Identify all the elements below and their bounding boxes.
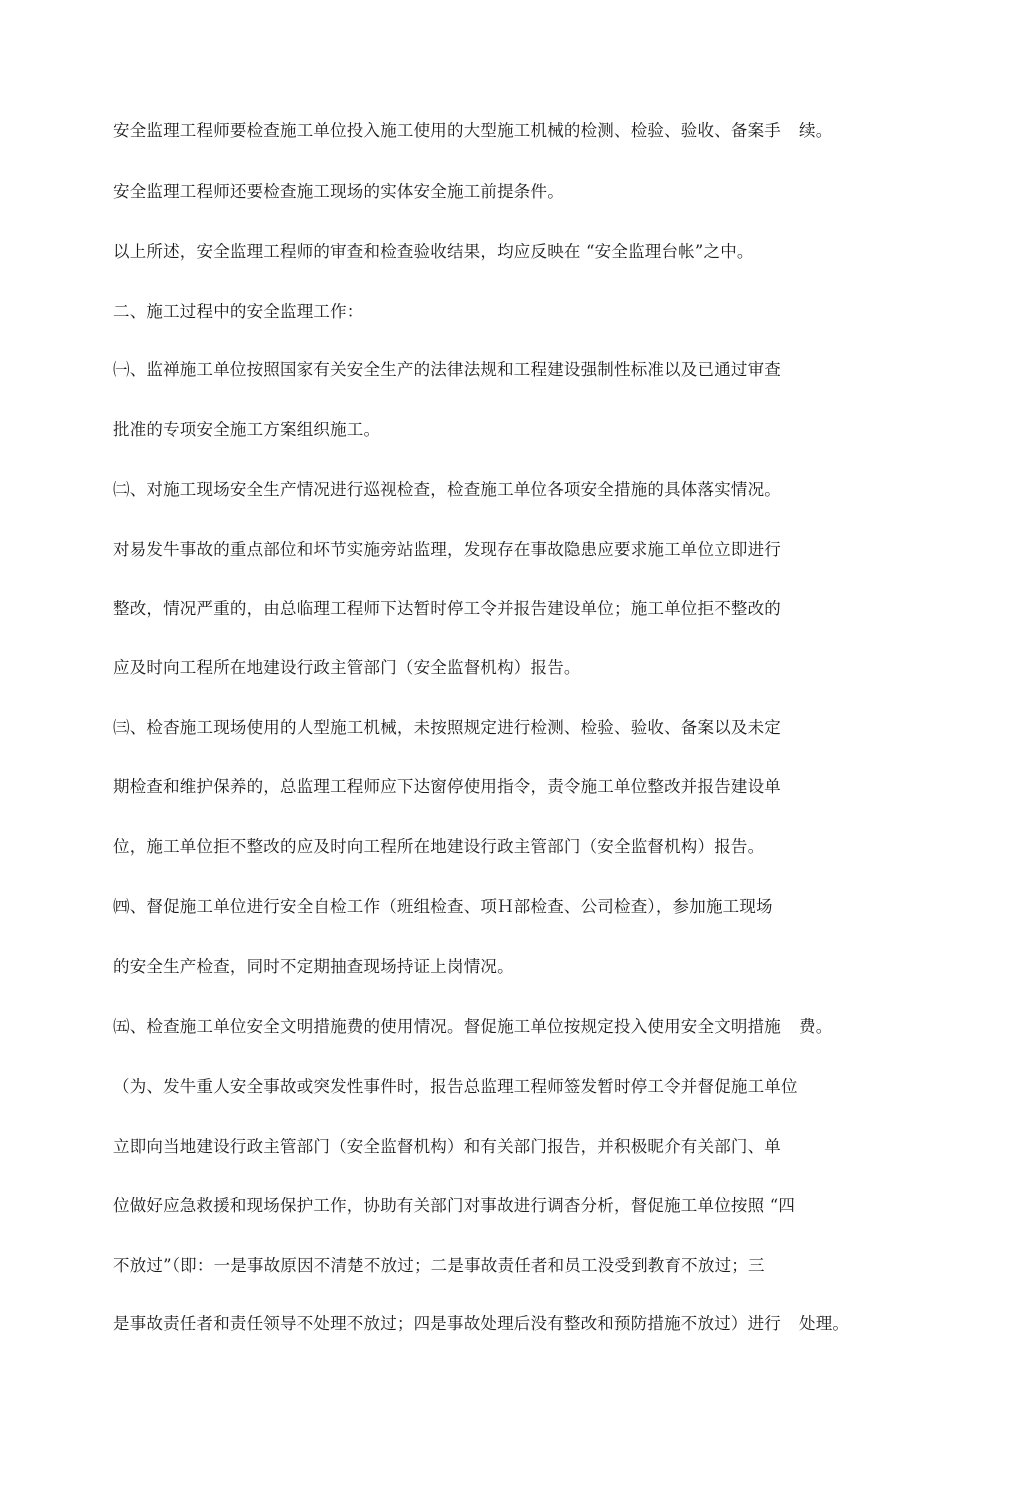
text-segment: 是事故责任者和责任领导不处理不放过；四是事故处理后没有整改和预防措施不放过）进行 bbox=[113, 1314, 781, 1333]
text-segment: ㈤、检查施工单位安全文明措施费的使用情况。督促施工单位按规定投入使用安全文明措施 bbox=[113, 1017, 781, 1036]
text-line-6: 批准的专项安全施工方案组织施工。 bbox=[113, 420, 381, 439]
text-line-20: 不放过”（即：一是事故原因不清楚不放过；二是事故责任者和员工没受到教育不放过；三 bbox=[113, 1256, 765, 1275]
text-line-18: 立即向当地建设行政主管部门（安全监督机构）和有关部门报告，并积极昵介有关部门、单 bbox=[113, 1137, 781, 1156]
section-heading: 二、施工过程中的安全监理工作： bbox=[113, 302, 364, 321]
text-line-14: ㈣、督促施工单位进行安全自检工作（班组检查、项Ｈ部检查、公司检查），参加施工现场 bbox=[113, 897, 773, 916]
text-segment: 处理。 bbox=[799, 1314, 850, 1333]
text-segment: 费。 bbox=[799, 1017, 833, 1036]
text-line-13: 位，施工单位拒不整改的应及时向工程所在地建设行政主管部门（安全监督机构）报告。 bbox=[113, 837, 765, 856]
text-line-12: 期检查和维护保养的，总监理工程师应下达窗停使用指令，责令施工单位整改并报告建设单 bbox=[113, 777, 781, 796]
text-line-2: 安全监理工程师还要检查施工现场的实体安全施工前提条件。 bbox=[113, 182, 564, 201]
text-line-15: 的安全生产检查，同时不定期抽查现场持证上岗情况。 bbox=[113, 957, 514, 976]
text-segment: 续。 bbox=[799, 121, 833, 140]
text-line-17: （为、发牛重人安全事故或突发性事件时，报告总监理工程师签发暂时停工令并督促施工单位 bbox=[113, 1077, 798, 1096]
text-line-3: 以上所述，安全监理工程师的审查和检查验收结果，均应反映在 “安全监理台帐”之中。 bbox=[113, 242, 754, 261]
text-line-1 bbox=[113, 120, 832, 142]
text-line-19: 位做好应急救援和现场保护工作，协助有关部门对事故进行调杳分析，督促施工单位按照 “四 bbox=[113, 1196, 796, 1215]
text-line-10: 应及时向工程所在地建设行政主管部门（安全监督机构）报告。 bbox=[113, 658, 581, 677]
text-line-21 bbox=[113, 1313, 849, 1335]
text-segment: 安全监理工程师要检查施工单位投入施工使用的大型施工机械的检测、检验、验收、备案手 bbox=[113, 121, 781, 140]
text-line-16 bbox=[113, 1016, 832, 1038]
text-line-7: ㈡、对施工现场安全生产情况进行巡视检查，检查施工单位各项安全措施的具体落实情况。 bbox=[113, 480, 781, 499]
text-line-8: 对易发牛事故的重点部位和坏节实施旁站监理，发现存在事故隐患应要求施工单位立即进行 bbox=[113, 540, 781, 559]
text-line-5: ㈠、监禅施工单位按照国家有关安全生产的法律法规和工程建设强制性标准以及已通过审查 bbox=[113, 360, 781, 379]
text-line-9: 整改，情况严重的，由总临理工程师下达暂时停工令并报告建设单位；施工单位拒不整改的 bbox=[113, 599, 781, 618]
text-line-11: ㈢、检杳施工现场使用的人型施工机械，未按照规定进行检测、检验、验收、备案以及未定 bbox=[113, 718, 781, 737]
